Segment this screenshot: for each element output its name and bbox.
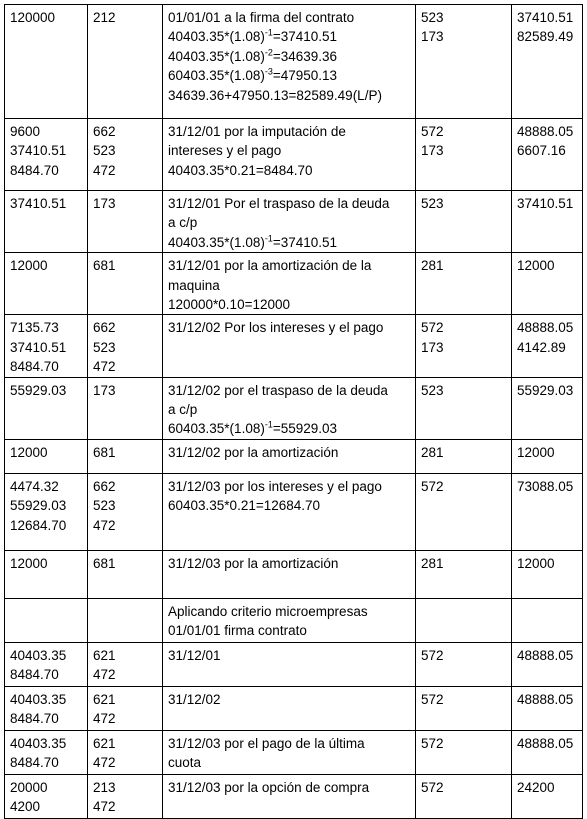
credit-account-line: 281 [421, 555, 444, 571]
credit-account-line: 281 [421, 444, 444, 460]
table-row [5, 377, 583, 439]
concept-line: Aplicando criterio microempresas [168, 603, 368, 619]
debit-amount-cell [5, 253, 88, 315]
debit-amount-line: 8484.70 [10, 711, 59, 727]
debit-amount-cell [5, 439, 88, 473]
debit-amount-line: 8484.70 [10, 162, 59, 178]
concept-line: 31/12/02 Por los intereses y el pago [168, 320, 384, 336]
debit-amount-line: 8484.70 [10, 359, 59, 375]
debit-account-line: 662 [93, 320, 116, 336]
concept-line: 31/12/01 Por el traspaso de la deuda [168, 196, 390, 211]
debit-account-cell [88, 439, 163, 473]
credit-amount-line: 48888.05 [517, 691, 574, 707]
concept-line: a c/p [168, 402, 198, 418]
concept-line: 31/12/02 [168, 691, 221, 707]
debit-account-cell [88, 774, 163, 818]
debit-account-line: 523 [93, 498, 116, 514]
table-row [5, 598, 583, 642]
debit-amount-line: 120000 [10, 10, 56, 25]
credit-amount-line: 12000 [517, 555, 555, 571]
credit-amount-cell [512, 598, 583, 642]
credit-account-line: 572 [421, 735, 444, 751]
concept-cell [163, 119, 416, 191]
table-row [5, 774, 583, 818]
credit-account-line: 572 [421, 691, 444, 707]
credit-account-line: 572 [421, 779, 444, 795]
credit-amount-line: 12000 [517, 444, 555, 460]
concept-cell [163, 191, 416, 253]
debit-amount-line: 12000 [10, 444, 48, 460]
debit-amount-line: 40403.35 [10, 691, 67, 707]
debit-account-cell [88, 598, 163, 642]
credit-account-cell [416, 5, 512, 119]
credit-account-line: 572 [421, 478, 444, 494]
debit-account-cell [88, 119, 163, 191]
debit-account-cell [88, 191, 163, 253]
credit-account-cell [416, 315, 512, 377]
journal-entries-body [5, 5, 583, 819]
debit-amount-line: 4200 [10, 799, 41, 815]
debit-account-line: 173 [93, 196, 116, 211]
credit-account-cell [416, 774, 512, 818]
credit-account-cell [416, 642, 512, 686]
debit-amount-cell [5, 730, 88, 774]
debit-amount-cell [5, 550, 88, 598]
concept-line: 01/01/01 a la firma del contrato [168, 10, 355, 25]
debit-account-line: 472 [93, 667, 116, 683]
debit-account-cell [88, 377, 163, 439]
credit-amount-line: 24200 [517, 779, 555, 795]
table-row [5, 730, 583, 774]
debit-account-line: 621 [93, 735, 116, 751]
credit-account-line: 523 [421, 382, 444, 398]
debit-account-line: 173 [93, 382, 116, 398]
debit-amount-cell [5, 5, 88, 119]
concept-line: 120000*0.10=12000 [168, 297, 291, 313]
concept-cell [163, 774, 416, 818]
debit-amount-line: 40403.35 [10, 647, 67, 663]
debit-amount-cell [5, 642, 88, 686]
concept-cell [163, 686, 416, 730]
debit-account-line: 472 [93, 359, 116, 375]
credit-account-line: 572 [421, 320, 444, 336]
credit-amount-line: 4142.89 [517, 339, 566, 355]
debit-account-line: 523 [93, 339, 116, 355]
concept-line: $60403.35*(1.08)^{-3}=47950.13$ [168, 66, 338, 84]
debit-account-line: 621 [93, 647, 116, 663]
credit-amount-cell [512, 473, 583, 550]
debit-amount-line: 4474.32 [10, 478, 59, 494]
concept-line: 31/12/01 por la imputación de [168, 124, 346, 139]
credit-account-cell [416, 191, 512, 253]
debit-amount-cell [5, 377, 88, 439]
concept-line: 31/12/02 por el traspaso de la deuda [168, 382, 388, 398]
credit-amount-cell [512, 5, 583, 119]
debit-amount-line: 20000 [10, 779, 48, 795]
concept-line: intereses y el pago [168, 143, 282, 159]
concept-line: maquina [168, 277, 220, 293]
table-row [5, 686, 583, 730]
debit-account-line: 212 [93, 10, 116, 25]
credit-amount-cell [512, 119, 583, 191]
debit-account-line: 681 [93, 555, 116, 571]
debit-account-line: 472 [93, 162, 116, 178]
credit-amount-line: 82589.49 [517, 29, 574, 45]
concept-cell [163, 253, 416, 315]
concept-line: 31/12/01 por la amortización de la [168, 258, 372, 274]
debit-account-line: 472 [93, 517, 116, 533]
concept-line: 01/01/01 firma contrato [168, 623, 307, 639]
debit-amount-cell [5, 598, 88, 642]
concept-line: cuota [168, 755, 202, 771]
credit-amount-line: 12000 [517, 258, 555, 274]
credit-account-line: 173 [421, 143, 444, 159]
debit-account-line: 523 [93, 143, 116, 159]
concept-line: $60403.35*(1.08)^{-1}=55929.03$ [168, 419, 338, 437]
debit-account-line: 681 [93, 258, 116, 274]
debit-amount-line: 37410.51 [10, 339, 67, 355]
credit-account-cell [416, 439, 512, 473]
concept-cell [163, 5, 416, 119]
credit-amount-cell [512, 686, 583, 730]
debit-amount-line: 8484.70 [10, 755, 59, 771]
credit-account-cell [416, 473, 512, 550]
credit-account-line: 523 [421, 196, 444, 211]
debit-amount-cell [5, 774, 88, 818]
credit-amount-cell [512, 191, 583, 253]
debit-amount-cell [5, 473, 88, 550]
debit-account-cell [88, 5, 163, 119]
table-row [5, 5, 583, 119]
debit-account-cell [88, 253, 163, 315]
debit-amount-line: 8484.70 [10, 667, 59, 683]
table-row [5, 473, 583, 550]
concept-cell [163, 550, 416, 598]
credit-amount-line: 37410.51 [517, 10, 574, 25]
debit-account-cell [88, 315, 163, 377]
concept-cell [163, 439, 416, 473]
credit-amount-line: 48888.05 [517, 647, 574, 663]
concept-line: 31/12/01 [168, 647, 221, 663]
debit-account-cell [88, 686, 163, 730]
concept-line: 60403.35*0.21=12684.70 [168, 498, 321, 514]
credit-amount-cell [512, 377, 583, 439]
debit-account-cell [88, 642, 163, 686]
debit-account-line: 472 [93, 755, 116, 771]
credit-account-line: 572 [421, 124, 444, 139]
concept-line: a c/p [168, 215, 198, 231]
concept-cell [163, 377, 416, 439]
credit-amount-cell [512, 774, 583, 818]
credit-amount-cell [512, 550, 583, 598]
concept-line: $40403.35*(1.08)^{-2}=34639.36$ [168, 47, 338, 64]
debit-amount-line: 55929.03 [10, 382, 67, 398]
concept-line: 31/12/03 por la amortización [168, 555, 339, 571]
table-row [5, 439, 583, 473]
concept-cell [163, 473, 416, 550]
credit-amount-line: 37410.51 [517, 196, 574, 211]
concept-cell [163, 642, 416, 686]
debit-amount-line: 37410.51 [10, 196, 67, 211]
debit-amount-line: 7135.73 [10, 320, 59, 336]
concept-line: 34639.36+47950.13=82589.49(L/P) [168, 87, 382, 103]
debit-amount-line: 9600 [10, 124, 41, 139]
credit-account-cell [416, 119, 512, 191]
debit-account-cell [88, 550, 163, 598]
table-row [5, 642, 583, 686]
debit-amount-cell [5, 119, 88, 191]
debit-amount-cell [5, 315, 88, 377]
debit-account-cell [88, 730, 163, 774]
debit-account-line: 472 [93, 711, 116, 727]
journal-entries-table [4, 4, 583, 819]
credit-account-line: 281 [421, 258, 444, 274]
concept-cell [163, 598, 416, 642]
debit-account-line: 621 [93, 691, 116, 707]
concept-cell [163, 315, 416, 377]
debit-account-line: 681 [93, 444, 116, 460]
debit-account-cell [88, 473, 163, 550]
credit-amount-line: 48888.05 [517, 124, 574, 139]
table-row [5, 119, 583, 191]
debit-amount-line: 12684.70 [10, 517, 67, 533]
credit-account-cell [416, 598, 512, 642]
credit-amount-cell [512, 315, 583, 377]
concept-line: 31/12/03 por el pago de la última [168, 735, 365, 751]
concept-line: 31/12/03 por la opción de compra [168, 779, 370, 795]
credit-amount-cell [512, 253, 583, 315]
credit-account-line: 523 [421, 10, 444, 25]
debit-amount-line: 12000 [10, 258, 48, 274]
credit-amount-line: 48888.05 [517, 320, 574, 336]
concept-cell [163, 730, 416, 774]
debit-amount-cell [5, 686, 88, 730]
table-row [5, 191, 583, 253]
credit-account-cell [416, 686, 512, 730]
credit-account-cell [416, 550, 512, 598]
credit-account-line: 173 [421, 29, 444, 45]
debit-account-line: 472 [93, 799, 116, 815]
debit-account-line: 662 [93, 478, 116, 494]
credit-amount-line: 48888.05 [517, 735, 574, 751]
credit-account-line: 572 [421, 647, 444, 663]
credit-account-cell [416, 377, 512, 439]
credit-amount-line: 55929.03 [517, 382, 574, 398]
credit-account-line: 173 [421, 339, 444, 355]
debit-amount-line: 12000 [10, 555, 48, 571]
concept-line: $40403.35*(1.08)^{-1}=37410.51$ [168, 27, 338, 45]
debit-amount-line: 37410.51 [10, 143, 67, 159]
debit-account-line: 662 [93, 124, 116, 139]
debit-amount-cell [5, 191, 88, 253]
credit-amount-cell [512, 439, 583, 473]
concept-line: 40403.35*0.21=8484.70 [168, 162, 313, 178]
table-row [5, 550, 583, 598]
debit-account-line: 213 [93, 779, 116, 795]
concept-line: $40403.35*(1.08)^{-1}=37410.51$ [168, 233, 338, 250]
credit-amount-line: 6607.16 [517, 143, 566, 159]
table-row [5, 315, 583, 377]
debit-amount-line: 55929.03 [10, 498, 67, 514]
credit-amount-cell [512, 730, 583, 774]
debit-amount-line: 40403.35 [10, 735, 67, 751]
credit-account-cell [416, 730, 512, 774]
concept-line: 31/12/02 por la amortización [168, 444, 339, 460]
credit-account-cell [416, 253, 512, 315]
concept-line: 31/12/03 por los intereses y el pago [168, 478, 382, 494]
credit-amount-cell [512, 642, 583, 686]
table-row [5, 253, 583, 315]
credit-amount-line: 73088.05 [517, 478, 574, 494]
